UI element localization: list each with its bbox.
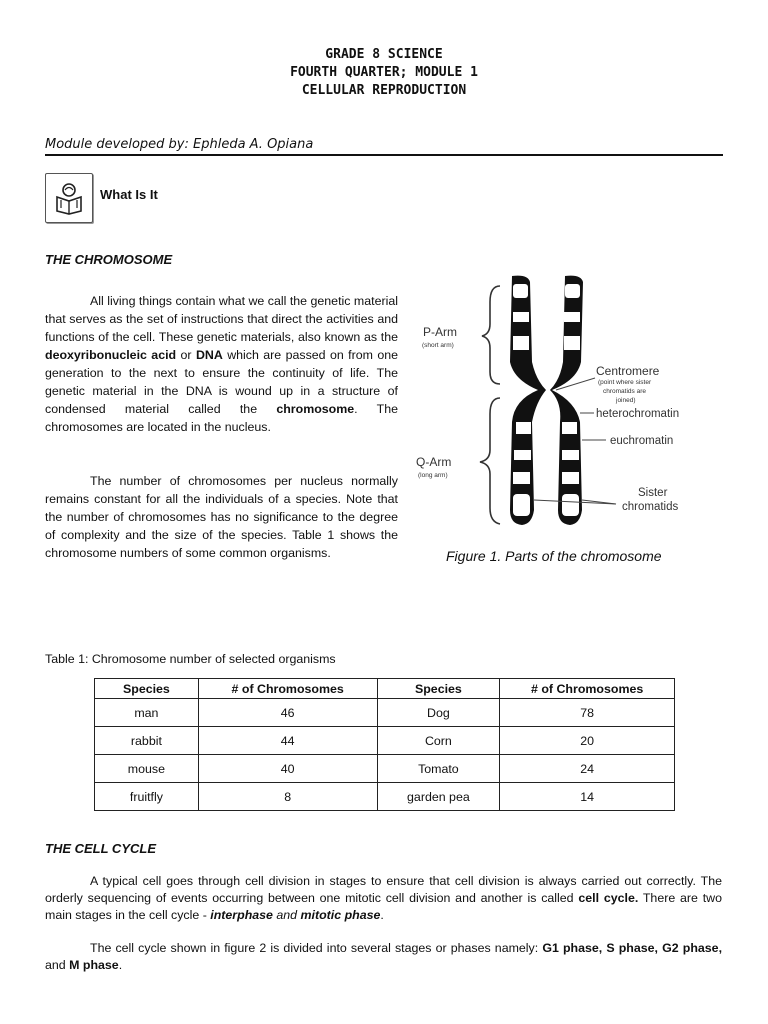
table-caption: Table 1: Chromosome number of selected organisms [45, 652, 336, 666]
table-cell: garden pea [377, 783, 500, 811]
table-cell: 46 [198, 699, 377, 727]
centromere-sublabel-1: (point where sister [598, 379, 652, 386]
document-header [0, 46, 768, 100]
table-cell: 40 [198, 755, 377, 783]
table-cell: 8 [198, 783, 377, 811]
centromere-label: Centromere [596, 364, 660, 378]
table-cell: fruitfly [95, 783, 199, 811]
cell-cycle-section-title: THE CELL CYCLE [45, 841, 156, 856]
q-arm-brace [480, 398, 500, 524]
table-row [95, 699, 675, 727]
book-reader-icon [52, 181, 86, 215]
table-cell: mouse [95, 755, 199, 783]
q-arm-label: Q-Arm [416, 455, 452, 469]
table-row [95, 783, 675, 811]
sister-chromatids-label-2: chromatids [622, 501, 679, 513]
module-developer: Module developed by: Ephleda A. Opiana [45, 137, 314, 152]
centromere-sublabel-2: chromatids are [603, 388, 646, 395]
table-cell: Tomato [377, 755, 500, 783]
header-chromosomes-1: # of Chromosomes [198, 679, 377, 699]
p-arm-label: P-Arm [423, 325, 457, 339]
p-arm-brace [482, 286, 500, 384]
header-divider [45, 154, 723, 156]
header-topic: CELLULAR REPRODUCTION [301, 83, 467, 98]
table-cell: Corn [377, 727, 500, 755]
chromosome-paragraph-2: The number of chromosomes per nucleus normally remains constant for all the individuals of a species. Note that the number of chromosomes has no significance to the degree of complexity and the size of the species. Table 1 shows the chromosome numbers of some common organisms. [45, 474, 398, 560]
what-is-it-icon-box [45, 173, 93, 223]
table-cell: man [95, 699, 199, 727]
header-chromosomes-2: # of Chromosomes [500, 679, 675, 699]
table-cell: 78 [500, 699, 675, 727]
table-row [95, 755, 675, 783]
euchromatin-label: euchromatin [610, 435, 674, 447]
q-arm-sublabel: (long arm) [418, 472, 448, 479]
p-arm-sublabel: (short arm) [422, 342, 454, 349]
table-cell: Dog [377, 699, 500, 727]
header-quarter: FOURTH QUARTER; MODULE 1 [290, 65, 478, 80]
table-row [95, 727, 675, 755]
figure-caption: Figure 1. Parts of the chromosome [446, 548, 662, 564]
cell-cycle-paragraph-1: A typical cell goes through cell division in stages to ensure that cell division is always carried out correctly. The orderly sequencing of events occurring between one mitotic cell division and another is called cell cycle. There are two main stages in the cell cycle - interphase and mitotic phase. [45, 874, 723, 922]
table-cell: rabbit [95, 727, 199, 755]
table-cell: 24 [500, 755, 675, 783]
table-header-row [95, 679, 675, 699]
table-cell: 14 [500, 783, 675, 811]
sister-chromatids-label-1: Sister [638, 487, 668, 499]
header-species-1: Species [95, 679, 199, 699]
chromosome-section-title: THE CHROMOSOME [45, 252, 173, 267]
chromosome-table [94, 678, 675, 811]
table-cell: 44 [198, 727, 377, 755]
chromosome-paragraph-1: All living things contain what we call the genetic material that serves as the set of instructions that direct the activities and functions of the cell. These genetic materials, also known as the deoxyribonucleic acid or DNA which are passed on from one generation to the next to ensure the continuity of life. The genetic material in the DNA is wound up in a structure of condensed material called the chromosome. The chromosomes are located in the nucleus. [45, 294, 398, 434]
what-is-it-heading: What Is It [100, 187, 158, 202]
header-species-2: Species [377, 679, 500, 699]
cell-cycle-paragraph-2: The cell cycle shown in figure 2 is divided into several stages or phases namely: G1 phase, S phase, G2 phase, and M phase. [45, 941, 723, 972]
heterochromatin-label: heterochromatin [596, 408, 680, 420]
chromosome-diagram [410, 272, 730, 547]
header-grade: GRADE 8 SCIENCE [325, 47, 443, 62]
centromere-sublabel-3: joined) [616, 397, 636, 404]
table-cell: 20 [500, 727, 675, 755]
